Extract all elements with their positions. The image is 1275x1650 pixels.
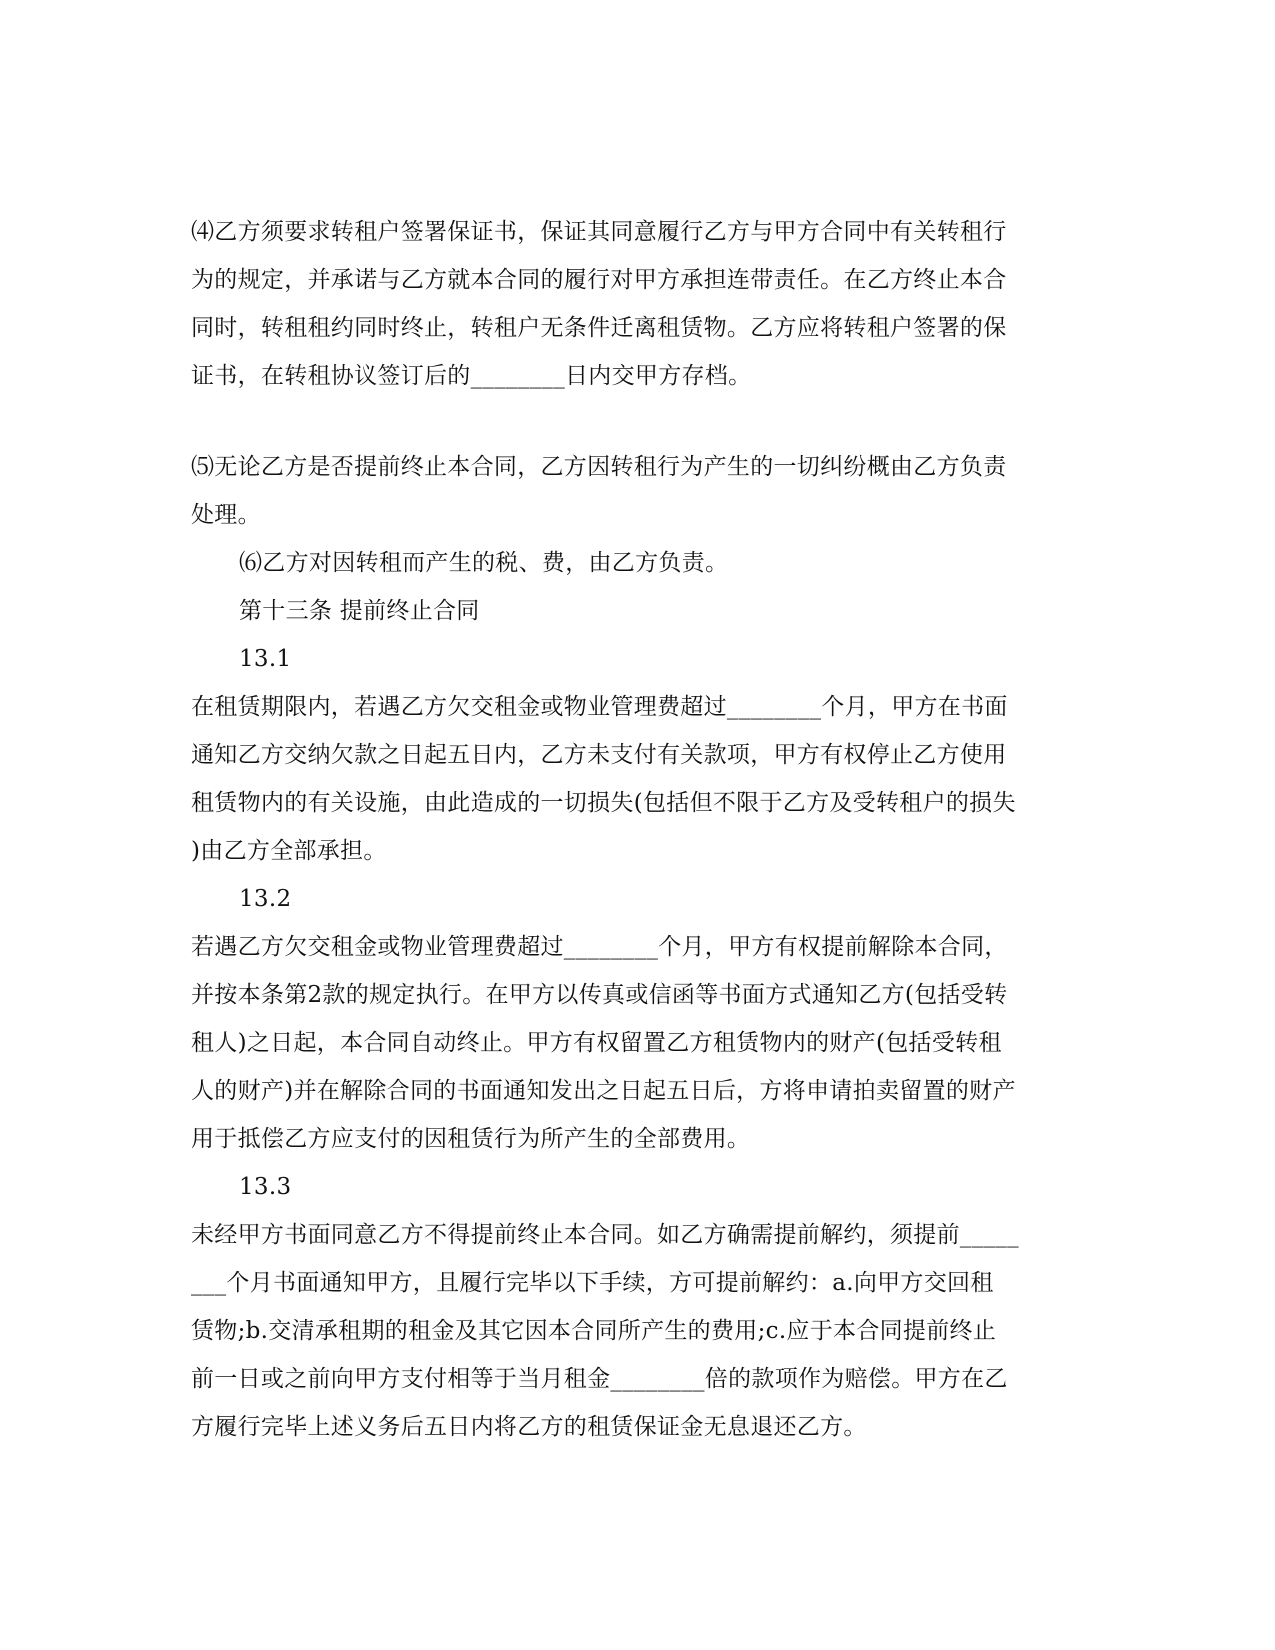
paragraph-gap [191, 400, 1086, 443]
text-line: 为的规定，并承诺与乙方就本合同的履行对甲方承担连带责任。在乙方终止本合 [191, 267, 1007, 293]
article-title: 第十三条 提前终止合同 [239, 598, 480, 624]
text-line: 同时，转租租约同时终止，转租户无条件迁离租赁物。乙方应将转租户签署的保 [191, 315, 1007, 341]
text-line: 并按本条第2款的规定执行。在甲方以传真或信函等书面方式通知乙方(包括受转 [191, 982, 1008, 1008]
clause-13-2-number [191, 875, 1086, 923]
text-line: ⑷乙方须要求转租户签署保证书，保证其同意履行乙方与甲方合同中有关转租行 [191, 219, 1007, 245]
text-line: 赁物;b.交清承租期的租金及其它因本合同所产生的费用;c.应于本合同提前终止 [191, 1318, 997, 1344]
clause-6-paragraph [191, 539, 1086, 587]
clause-4-paragraph [191, 208, 1086, 400]
clause-13-3-number [191, 1163, 1086, 1211]
clause-number: 13.3 [239, 1174, 292, 1200]
text-line: 处理。 [191, 502, 261, 528]
text-line: 租赁物内的有关设施，由此造成的一切损失(包括但不限于乙方及受转租户的损失 [191, 790, 1016, 816]
text-line: 在租赁期限内，若遇乙方欠交租金或物业管理费超过________个月，甲方在书面 [191, 694, 1008, 720]
clause-5-paragraph [191, 443, 1086, 539]
clause-number: 13.1 [239, 646, 292, 672]
clause-13-2-paragraph [191, 923, 1086, 1163]
document-body [191, 208, 1086, 1451]
text-line: 通知乙方交纳欠款之日起五日内，乙方未支付有关款项，甲方有权停止乙方使用 [191, 742, 1007, 768]
clause-13-1-paragraph [191, 683, 1086, 875]
text-line: 未经甲方书面同意乙方不得提前终止本合同。如乙方确需提前解约，须提前_____ [191, 1222, 1019, 1248]
text-line: 用于抵偿乙方应支付的因租赁行为所产生的全部费用。 [191, 1126, 751, 1152]
text-line: 租人)之日起，本合同自动终止。甲方有权留置乙方租赁物内的财产(包括受转租 [191, 1030, 1002, 1056]
text-line: 人的财产)并在解除合同的书面通知发出之日起五日后，方将申请拍卖留置的财产 [191, 1078, 1016, 1104]
text-line: 方履行完毕上述义务后五日内将乙方的租赁保证金无息退还乙方。 [191, 1414, 867, 1440]
text-line: ⑸无论乙方是否提前终止本合同，乙方因转租行为产生的一切纠纷概由乙方负责 [191, 454, 1007, 480]
article-13-heading [191, 587, 1086, 635]
clause-13-1-number [191, 635, 1086, 683]
text-line: ___个月书面通知甲方，且履行完毕以下手续，方可提前解约：a.向甲方交回租 [191, 1270, 994, 1296]
text-line: ⑹乙方对因转租而产生的税、费，由乙方负责。 [239, 550, 729, 576]
text-line: 前一日或之前向甲方支付相等于当月租金________倍的款项作为赔偿。甲方在乙 [191, 1366, 1008, 1392]
clause-number: 13.2 [239, 886, 292, 912]
text-line: )由乙方全部承担。 [191, 838, 387, 864]
clause-13-3-paragraph [191, 1211, 1086, 1451]
text-line: 若遇乙方欠交租金或物业管理费超过________个月，甲方有权提前解除本合同， [191, 934, 1008, 960]
text-line: 证书，在转租协议签订后的________日内交甲方存档。 [191, 363, 752, 389]
